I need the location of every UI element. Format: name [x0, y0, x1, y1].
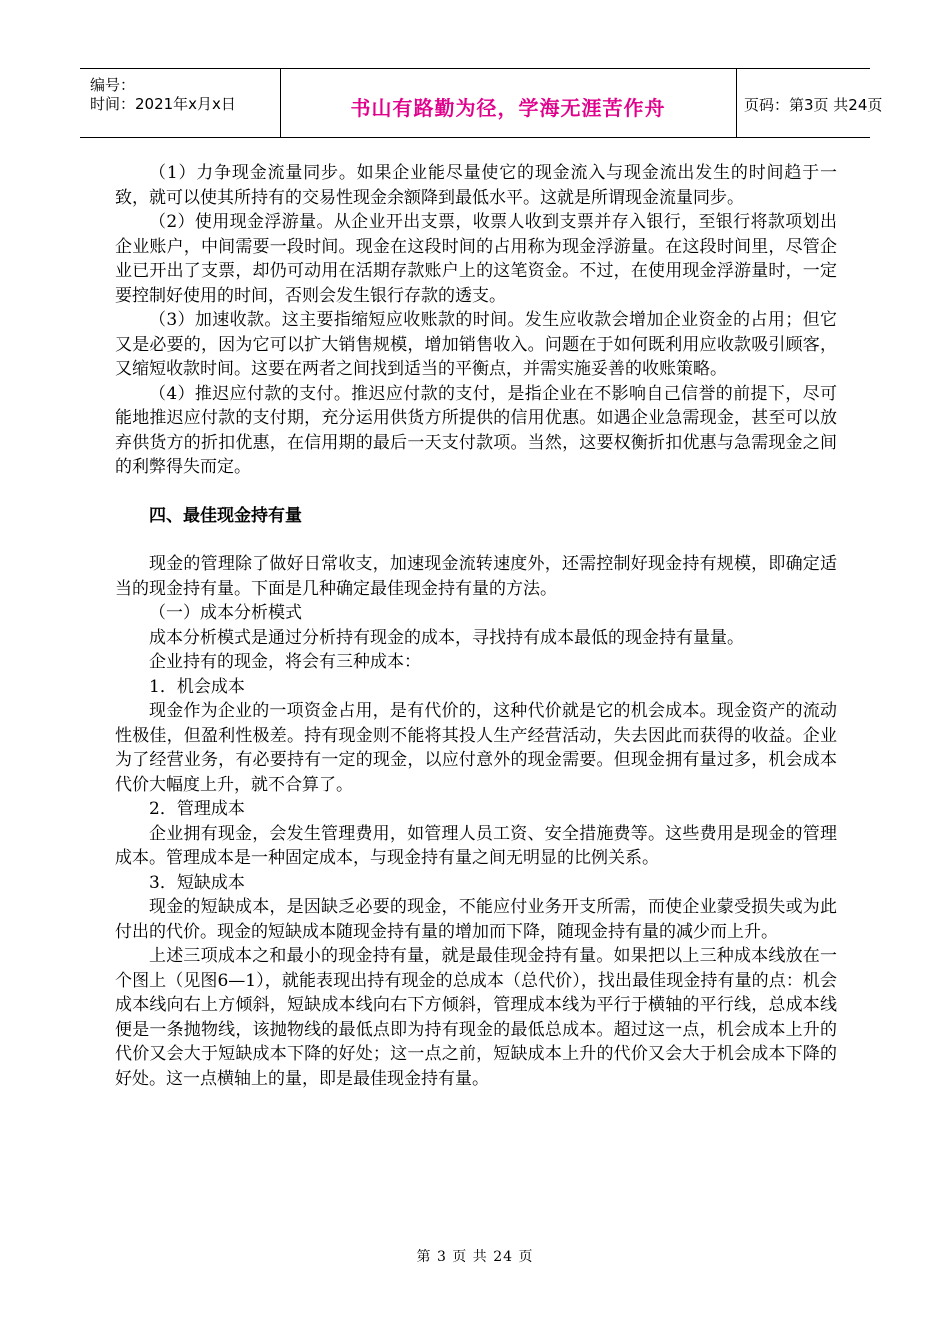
- body-paragraph: （4）推迟应付款的支付。推迟应付款的支付，是指企业在不影响自己信誉的前提下，尽可能地推迟应付款的支付期，充分运用供货方所提供的信用优惠。如遇企业急需现金，甚至可以放弃供货方的折扣优惠，在信用期的最后一天支付款项。当然，这要权衡折扣优惠与急需现金之间的利弊得失而定。: [115, 383, 837, 477]
- body-paragraph: 现金的短缺成本，是因缺乏必要的现金，不能应付业务开支所需，而使企业蒙受损失或为此付出的代价。现金的短缺成本随现金持有量的增加而下降，随现金持有量的减少而上升。: [115, 897, 837, 942]
- section-heading: 四、最佳现金持有量: [149, 505, 302, 526]
- page-footer: 第 3 页 共 24 页: [416, 1249, 534, 1265]
- document-number-label: 编号：: [90, 76, 136, 94]
- document-date-label: 时间：2021年x月x日: [90, 95, 236, 113]
- body-paragraph: 成本分析模式是通过分析持有现金的成本，寻找持有成本最低的现金持有量量。: [149, 627, 744, 648]
- body-paragraph: （1）力争现金流量同步。如果企业能尽量使它的现金流入与现金流出发生的时间趋于一致，就可以使其所持有的交易性现金余额降到最低水平。这就是所谓现金流量同步。: [115, 163, 837, 208]
- body-paragraph: 现金作为企业的一项资金占用，是有代价的，这种代价就是它的机会成本。现金资产的流动性极佳，但盈利性极差。持有现金则不能将其投人生产经营活动，失去因此而获得的收益。企业为了经营业务，有必要持有一定的现金，以应付意外的现金需要。但现金拥有量过多，机会成本代价大幅度上升，就不合算了。: [115, 701, 837, 795]
- body-paragraph: 上述三项成本之和最小的现金持有量，就是最佳现金持有量。如果把以上三种成本线放在一个图上（见图6—1），就能表现出持有现金的总成本（总代价），找出最佳现金持有量的点：机会成本线向右上方倾斜，短缺成本线向右下方倾斜，管理成本线为平行于横轴的平行线，总成本线便是一条抛物线，该抛物线的最低点即为持有现金的最低总成本。超过这一点，机会成本上升的代价又会大于短缺成本下降的好处；这一点之前，短缺成本上升的代价又会大于机会成本下降的好处。这一点横轴上的量，即是最佳现金持有量。: [115, 946, 837, 1089]
- body-paragraph: 企业拥有现金，会发生管理费用，如管理人员工资、安全措施费等。这些费用是现金的管理成本。管理成本是一种固定成本，与现金持有量之间无明显的比例关系。: [115, 823, 837, 868]
- page-header: [80, 68, 883, 138]
- header-page-cell: [736, 69, 883, 137]
- header-info-cell: [80, 69, 281, 137]
- header-motto-cell: [280, 69, 737, 137]
- body-paragraph: 企业持有的现金，将会有三种成本：: [149, 652, 421, 672]
- list-item-title: 3．短缺成本: [149, 872, 245, 893]
- body-paragraph: 现金的管理除了做好日常收支，加速现金流转速度外，还需控制好现金持有规模，即确定适当的现金持有量。下面是几种确定最佳现金持有量的方法。: [115, 554, 837, 599]
- document-body: [115, 161, 837, 1091]
- body-paragraph: （2）使用现金浮游量。从企业开出支票，收票人收到支票并存入银行，至银行将款项划出企业账户，中间需要一段时间。现金在这段时间的占用称为现金浮游量。在这段时间里，尽管企业已开出了支票，却仍可动用在活期存款账户上的这笔资金。不过，在使用现金浮游量时，一定要控制好使用的时间，否则会发生银行存款的透支。: [115, 212, 837, 306]
- body-paragraph: （3）加速收款。这主要指缩短应收账款的时间。发生应收款会增加企业资金的占用；但它又是必要的，因为它可以扩大销售规模，增加销售收入。问题在于如何既利用应收款吸引顾客，又缩短收款时间。这要在两者之间找到适当的平衡点，并需实施妥善的收账策略。: [115, 310, 837, 379]
- list-item-title: 2．管理成本: [149, 799, 245, 819]
- list-item-title: 1．机会成本: [149, 676, 245, 697]
- subsection-title: （一）成本分析模式: [149, 603, 302, 623]
- header-motto: 书山有路勤为径，学海无涯苦作舟: [350, 96, 666, 120]
- header-page-number: 页码：第3页 共24页: [744, 96, 883, 114]
